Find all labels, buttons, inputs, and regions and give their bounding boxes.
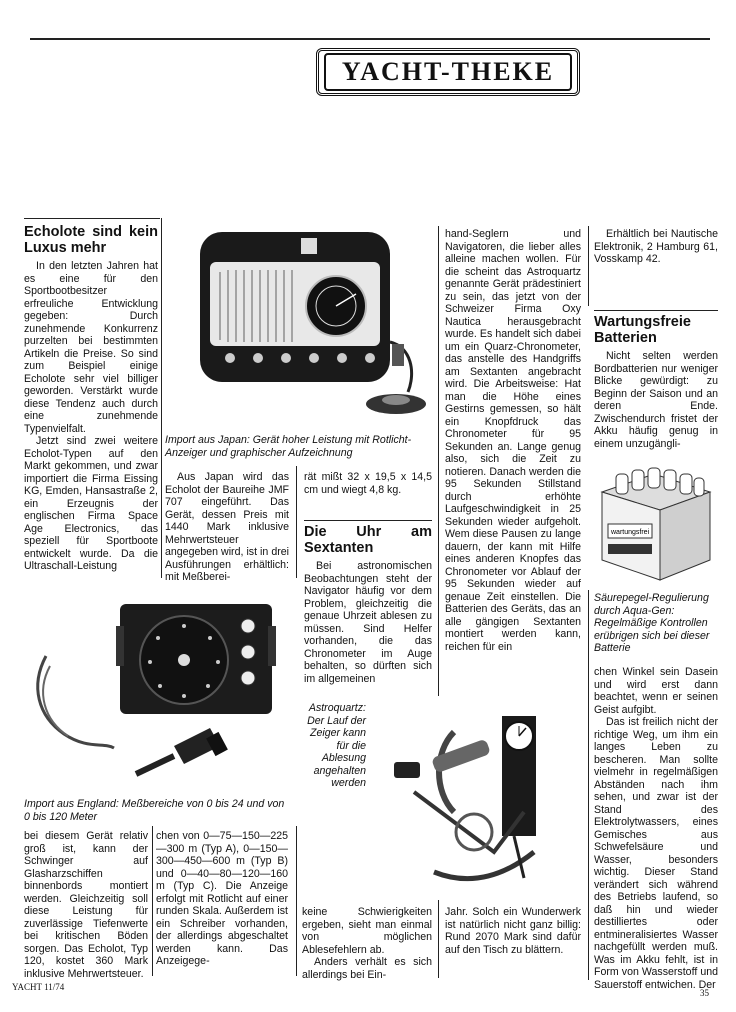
- photo-echolot-england: [24, 596, 292, 792]
- article-uhr-col3: [304, 524, 432, 685]
- photo-echolot-japan: [186, 222, 436, 432]
- article-batterien-col5b: [594, 666, 718, 991]
- echolote-para-2: Jetzt sind zwei weitere Echolot-Typen auf den Markt gekommen, und zwar importiert die Firma Eissing KG, Emden, Hansastraße 2, ein Erzeugnis der englischen Firma Space Age Electronics, das speziell für Sportboote entwickelt wurde. Da die Ultraschall-Leistung: [24, 435, 158, 572]
- echolote-col3-text: rät mißt 32 x 19,5 x 14,5 cm und wiegt 4,8 kg.: [304, 471, 432, 496]
- column-divider-2: [296, 466, 297, 578]
- headline-rule-echolote: [24, 218, 160, 219]
- article-uhr-col5: [594, 228, 718, 266]
- uhr-col5-text: Erhältlich bei Nautische Elektronik, 2 Hamburg 61, Vosskamp 42.: [594, 228, 718, 265]
- section-logo-text: YACHT-THEKE: [341, 57, 555, 86]
- article-uhr-col4: [445, 228, 581, 653]
- headline-rule-batterien: [594, 310, 718, 311]
- echolote-col2-text: Aus Japan wird das Echolot der Baureihe JMF 707 eingeführt. Das Gerät, dessen Preis mit 1440 Mark inklusive Mehrwertsteuer angegeben wird, ist in drei Ausführungen erhältlich: mit Meßberei-: [165, 471, 289, 583]
- article-uhr-bottom4: [445, 906, 581, 956]
- echolote-bottom1-text: bei diesem Gerät relativ groß ist, kann der Schwinger auf Glasharzschiffen binnenbords montiert werden. Gleichzeitig soll diese Leistung für zuverlässige Tiefenwerte bei kritischen Böden sorgen. Das Echolot, Typ 120, kostet 360 Mark inklusive Mehrwertsteuer.: [24, 830, 148, 980]
- article-uhr-bottom3: [302, 906, 432, 981]
- caption-japan: Import aus Japan: Gerät hoher Leistung mit Rotlicht-Anzeiger und graphischer Aufzeichnung: [165, 434, 412, 459]
- uhr-bottom3-text: keine Schwierigkeiten ergeben, sieht man einmal von möglichen Ablesefehlern ab.: [302, 906, 432, 956]
- battery-label: wartungsfrei: [611, 529, 650, 536]
- batterien-para-2: chen Winkel sein Dasein und wird erst dann beachtet, wenn er seinen Geist aufgibt.: [594, 666, 718, 716]
- article-echolote-bottom2: [156, 830, 288, 968]
- article-echolote-col2: [165, 471, 289, 584]
- echolote-bottom2-text: chen von 0—75—150—225—300 m (Typ A), 0—150—300—450—600 m (Typ B) und 0—40—80—120—160 m (Typ C). Die Anzeige erfolgt mit Rotlicht auf einer runden Skala. Außerdem ist ein Schreiber vorhanden, der allerdings abgeschaltet werden kann. Das Anzeigege-: [156, 830, 288, 967]
- article-echolote-bottom1: [24, 830, 148, 980]
- photo-sextant: [374, 702, 584, 896]
- footer-page-number: 35: [700, 988, 709, 998]
- column-divider-1: [161, 218, 162, 578]
- column-divider-8: [438, 900, 439, 978]
- top-rule: [30, 38, 710, 40]
- article-batterien-col5a: [594, 314, 718, 450]
- uhr-bottom3b-text: Anders verhält es sich allerdings bei Ein-: [302, 956, 432, 981]
- caption-uhr: Astroquartz: Der Lauf der Zeiger kann für die Ablesung angehalten werden: [307, 702, 366, 789]
- uhr-col3-text: Bei astronomischen Beobachtungen steht der Navigator häufig vor dem Problem, gleichzeitig die genaue Uhrzeit ablesen zu müssen. Sind Helfer vorhanden, die das Chronometer im Auge behalten, so dürften sich im allgemeinen: [304, 560, 432, 685]
- batterien-para-3: Das ist freilich nicht der richtige Weg, um ihm ein langes Leben zu bescheren. Man sollte vielmehr in regelmäßigen Abständen nach ihm sehen, und zwar ist der Stand des Elektrolytwassers, eines Gemisches aus Schwefelsäure und Wasser, besonders wichtig. Dieser Stand verändert sich während des Betriebs laufend, so daß hin und wieder destilliertes oder entmineralisiertes Wasser nachgefüllt werden muß. Was im Akku fehlt, ist in Form von Wasserstoff und Sauerstoff entwichen. Der: [594, 716, 718, 991]
- caption-batterien: Säurepegel-Regulierung durch Aqua-Gen: Regelmäßige Kontrollen erübrigen sich bei dieser Batterie: [594, 592, 710, 654]
- caption-england: Import aus England: Meßbereiche von 0 bis 24 und von 0 bis 120 Meter: [24, 798, 285, 823]
- column-divider-3: [438, 226, 439, 696]
- footer-issue: YACHT 11/74: [12, 982, 65, 992]
- headline-rule-uhr: [304, 520, 432, 521]
- column-divider-4: [588, 226, 589, 306]
- uhr-col4-text: hand-Seglern und Navigatoren, die lieber alles alleine machen wollen. Für die scheint das Astroquartz genannte Gerät prädestiniert zu sein, das jetzt von der Schweizer Firma Oxy Nautica herausgebracht wurde. Es handelt sich dabei um ein Quarz-Chronometer, das anstelle des Handgriffs am Sextanten angebracht wird. Die Arbeitsweise: Hat man die Höhe eines Gestirns gemessen, so hält ein Knopfdruck das Chronometer für 95 Sekunden an. Lange genug also, sich die Zeit zu notieren. Danach werden die 95 Sekunden Stillstand durch erhöhte Laufgeschwindigkeit in 25 Sekunden wieder aufgeholt. Wem diese Pausen zu lange dauern, der kann mit Hilfe eines anderen Knopfes das Chronometer vor Ablauf der 95 Sekunden wieder auf genaue Zeit einstellen. Die Batterien des Geräts, das an alle gängigen Sextanten montiert werden kann, reichen für ein: [445, 228, 581, 653]
- echolote-para-1: In den letzten Jahren hat es eine für den Sportbootbesitzer erfreuliche Entwicklung gegeben: Durch zunehmende Konkurrenz purzelten bei bestimmten Artikeln die Preise. So sind zum Beispiel einige Echolote sehr viel billiger geworden. Verstärkt wurde diese Tendenz auch durch eine zunehmende Typenvielfalt.: [24, 260, 158, 435]
- article-echolote-col1: [24, 224, 158, 573]
- section-logo: [316, 48, 580, 96]
- batterien-para-1: Nicht selten werden Bordbatterien nur weniger Blicke gewürdigt: zu Beginn der Saison und an deren Ende. Zwischendurch fristet der Akku häufig genug in einem unzugängli-: [594, 350, 718, 450]
- headline-batterien: Wartungsfreie Batterien: [594, 314, 691, 346]
- article-echolote-col3: [304, 471, 432, 496]
- column-divider-5: [588, 590, 589, 980]
- column-divider-7: [296, 826, 297, 976]
- photo-battery: [594, 452, 718, 588]
- column-divider-6: [152, 826, 153, 976]
- headline-echolote: Echolote sind kein Luxus mehr: [24, 224, 158, 256]
- headline-uhr: Die Uhr am Sextanten: [304, 524, 432, 556]
- uhr-bottom4-text: Jahr. Solch ein Wunderwerk ist natürlich nicht ganz billig: Rund 2070 Mark sind dafür auf den Tisch zu blättern.: [445, 906, 581, 956]
